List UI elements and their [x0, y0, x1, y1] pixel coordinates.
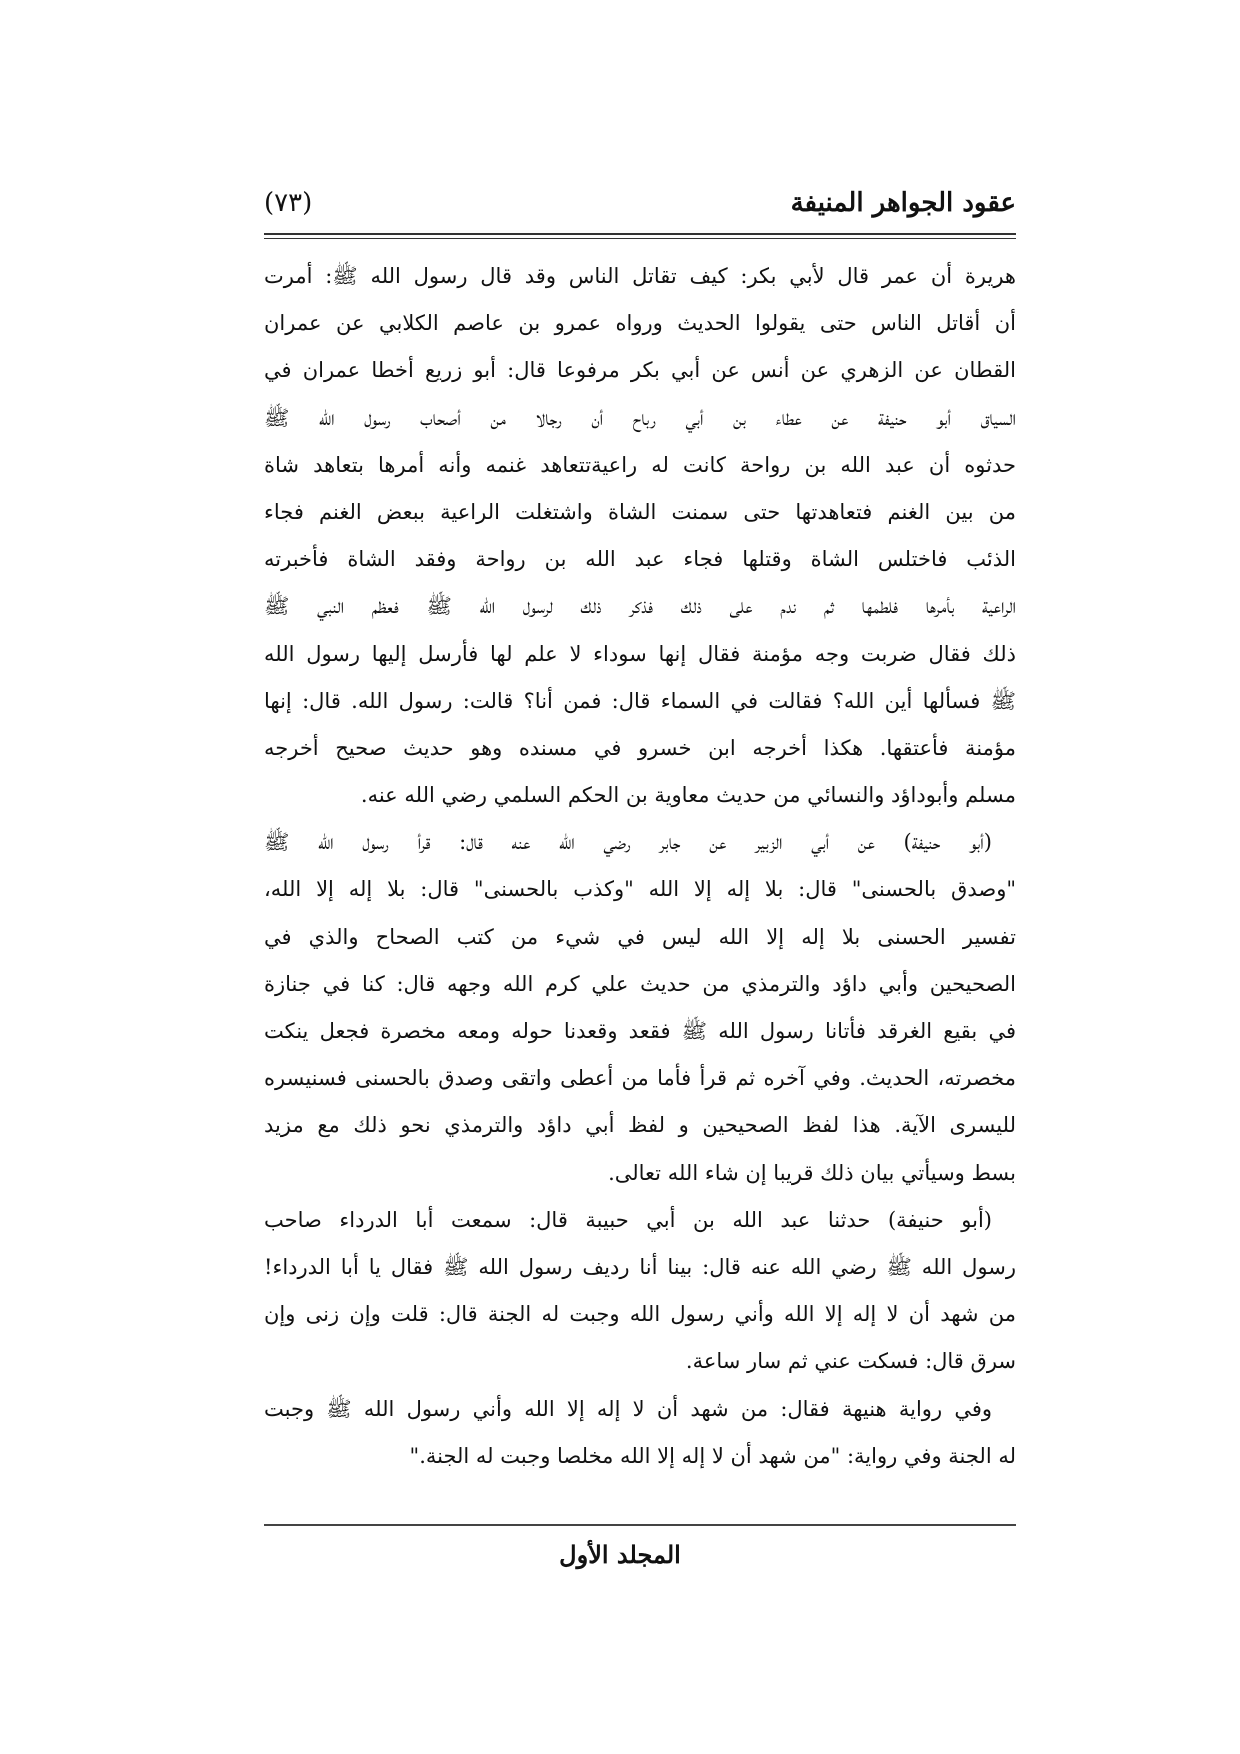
text-line: هريرة أن عمر قال لأبي بكر: كيف تقاتل الناس وقد قال رسول الله ﷺ: أمرت	[264, 264, 1016, 288]
footer-rule	[264, 1524, 1016, 1526]
text-line: من بين الغنم فتعاهدتها حتى سمنت الشاة واشتغلت الراعية ببعض الغنم فجاء	[264, 499, 1016, 524]
text-line: من شهد أن لا إله إلا الله وأني رسول الله وجبت له الجنة قال: قلت وإن زنى وإن	[264, 1302, 1016, 1327]
text-line: (أبو حنيفة) عن أبي الزبير عن جابر رضي الله عنه قال: قرأ رسول الله ﷺ	[264, 830, 992, 855]
text-line: بسط وسيأتي بيان ذلك قريبا إن شاء الله تعالى.	[608, 1160, 1016, 1185]
text-line: لليسرى الآية. هذا لفظ الصحيحين و لفظ أبي داؤد والترمذي نحو ذلك مع مزيد	[264, 1113, 1016, 1138]
running-header	[264, 188, 1016, 228]
book-title: عقود الجواهر المنيفة	[790, 188, 1016, 218]
text-line: مؤمنة فأعتقها. هكذا أخرجه ابن خسرو في مسنده وهو حديث صحيح أخرجه	[264, 735, 1016, 760]
text-line: تفسير الحسنى بلا إله إلا الله ليس في شيء من كتب الصحاح والذي في	[264, 924, 1016, 949]
text-line: ﷺ فسألها أين الله؟ فقالت في السماء قال: فمن أنا؟ قالت: رسول الله. قال: إنها	[264, 688, 1016, 713]
text-line: (أبو حنيفة) حدثنا عبد الله بن أبي حبيبة قال: سمعت أبا الدرداء صاحب	[264, 1207, 992, 1232]
text-line: حدثوه أن عبد الله بن رواحة كانت له راعيةتتعاهد غنمه وأنه أمرها بتعاهد شاة	[264, 452, 1016, 477]
page-number: (٧٣)	[264, 188, 313, 218]
text-line: الذئب فاختلس الشاة وقتلها فجاء عبد الله بن رواحة وفقد الشاة فأخبرته	[264, 547, 1016, 572]
text-line: سرق قال: فسكت عني ثم سار ساعة.	[685, 1349, 1016, 1374]
text-line: السياق أبو حنيفة عن عطاء بن أبي رباح أن رجالا من أصحاب رسول الله ﷺ	[264, 405, 1016, 430]
header-rule	[264, 233, 1016, 235]
body-text	[264, 253, 1016, 1480]
header-rule-thin	[264, 238, 1016, 239]
text-line: الصحيحين وأبي داؤد والترمذي من حديث علي كرم الله وجهه قال: كنا في جنازة	[264, 971, 1016, 996]
text-line: رسول الله ﷺ رضي الله عنه قال: بينا أنا رديف رسول الله ﷺ فقال يا أبا الدرداء!	[264, 1254, 1016, 1279]
text-line: القطان عن الزهري عن أنس عن أبي بكر مرفوعا قال: أبو زريع أخطا عمران في	[264, 358, 1016, 383]
text-line: "وصدق بالحسنى" قال: بلا إله إلا الله "وكذب بالحسنى" قال: بلا إله إلا الله،	[264, 877, 1016, 902]
text-line: الراعية بأمرها فلطمها ثم ندم على ذلك فذكر ذلك لرسول الله ﷺ فعظم النبي ﷺ	[264, 594, 1016, 619]
volume-label: المجلد الأول	[559, 1540, 681, 1569]
text-line: مسلم وأبوداؤد والنسائي من حديث معاوية بن الحكم السلمي رضي الله عنه.	[360, 783, 1016, 808]
text-line: أن أقاتل الناس حتى يقولوا الحديث ورواه عمرو بن عاصم الكلابي عن عمران	[264, 311, 1016, 336]
text-line: ذلك فقال ضربت وجه مؤمنة فقال إنها سوداء لا علم لها فأرسل إليها رسول الله	[264, 641, 1016, 666]
text-line: وفي رواية هنيهة فقال: من شهد أن لا إله إلا الله وأني رسول الله ﷺ وجبت	[264, 1396, 992, 1421]
text-line: مخصرته، الحديث. وفي آخره ثم قرأ فأما من أعطى واتقى وصدق بالحسنى فسنيسره	[264, 1066, 1016, 1091]
text-line: له الجنة وفي رواية: "من شهد أن لا إله إلا الله مخلصا وجبت له الجنة."	[409, 1443, 1016, 1468]
text-line: في بقيع الغرقد فأتانا رسول الله ﷺ فقعد وقعدنا حوله ومعه مخصرة فجعل ينكت	[264, 1019, 1016, 1043]
